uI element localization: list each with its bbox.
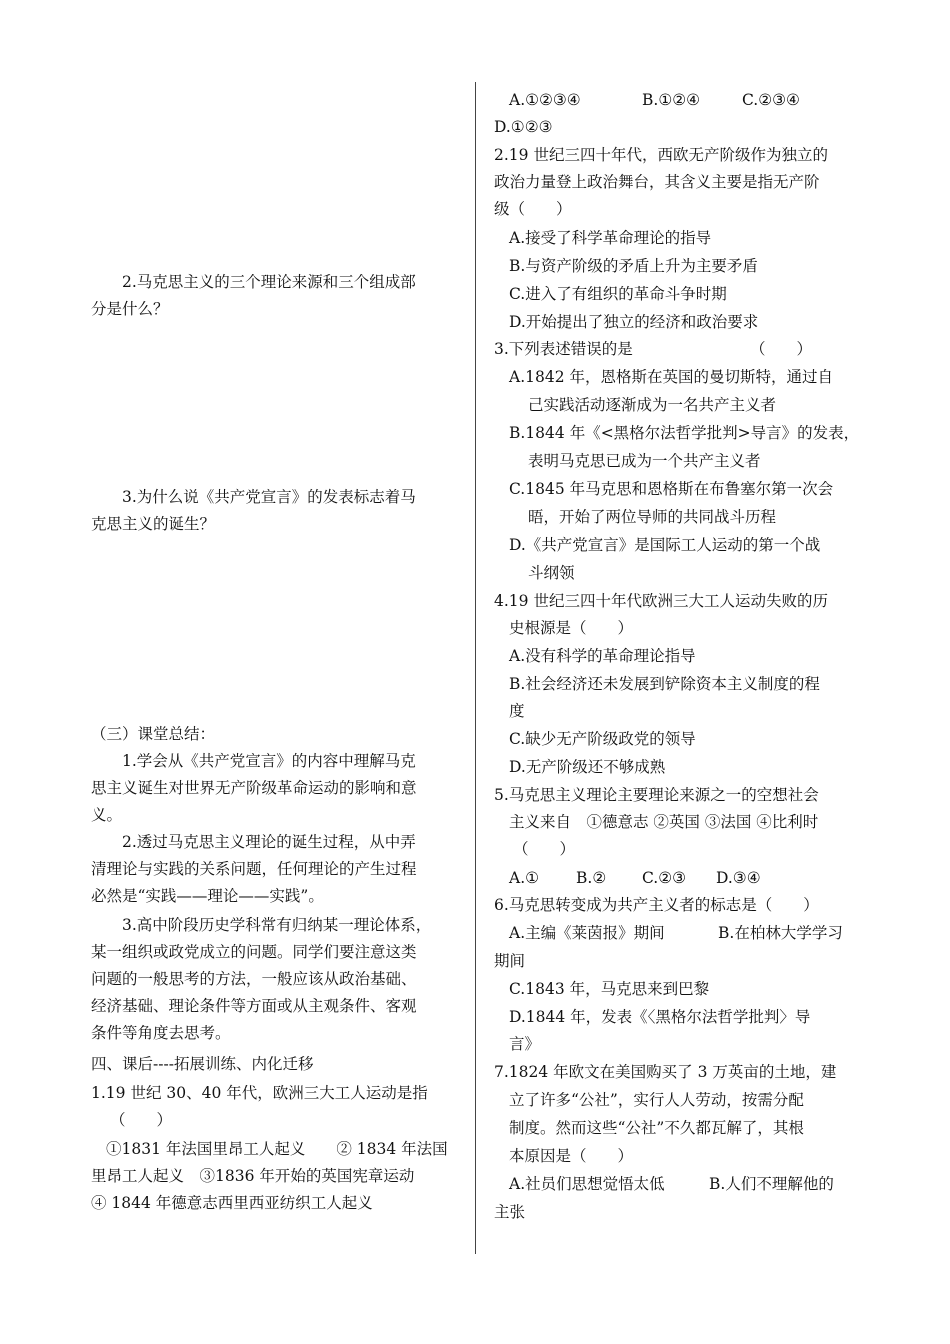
exercise-3-option-b-line-1: B.1844 年《<黑格尔法哲学批判>导言》的发表， [509, 424, 860, 442]
summary-3-line-3: 问题的一般思考的方法，一般应该从政治基础、 [91, 970, 417, 988]
exercise-6-option-b-line-2: 期间 [494, 952, 526, 970]
exercise-2-option-d: D.开始提出了独立的经济和政治要求 [509, 313, 759, 331]
exercise-1-line-1: 1.19 世纪 30、40 年代，欧洲三大工人运动是指 [91, 1084, 428, 1102]
exercise-7-line-4: 本原因是（ ） [509, 1147, 634, 1165]
exercise-6-option-c: C.1843 年，马克思来到巴黎 [509, 980, 710, 998]
exercise-7-option-b-line-1: B.人们不理解他的 [709, 1175, 834, 1193]
exercise-4-option-b-line-2: 度 [509, 702, 525, 720]
exercise-4-option-d: D.无产阶级还不够成熟 [509, 758, 666, 776]
exercise-6-option-b-line-1: B.在柏林大学学习 [718, 924, 843, 942]
exercise-6-line-1: 6.马克思转变成为共产主义者的标志是（ ） [494, 896, 819, 914]
exercise-5-option-d: D.③④ [716, 869, 761, 887]
exercise-2-option-a: A.接受了科学革命理论的指导 [509, 229, 712, 247]
question-2-line-2: 分是什么？ [91, 300, 169, 318]
summary-1-line-1: 1.学会从《共产党宣言》的内容中理解马克 [122, 752, 416, 770]
summary-1-line-2: 思主义诞生对世界无产阶级革命运动的影响和意 [91, 779, 417, 797]
summary-3-line-4: 经济基础、理论条件等方面或从主观条件、客观 [91, 997, 417, 1015]
summary-1-line-3: 义。 [91, 806, 123, 824]
exercise-6-option-d-line-2: 言》 [509, 1035, 541, 1053]
exercise-7-line-2: 立了许多“公社”，实行人人劳动，按需分配 [509, 1091, 804, 1109]
exercise-3-option-a-line-1: A.1842 年，恩格斯在英国的曼切斯特，通过自 [509, 368, 833, 386]
exercise-2-option-c: C.进入了有组织的革命斗争时期 [509, 285, 727, 303]
exercise-4-option-b-line-1: B.社会经济还未发展到铲除资本主义制度的程 [509, 675, 820, 693]
exercise-3-option-d-line-2: 斗纲领 [528, 564, 575, 582]
exercise-3-line-1: 3.下列表述错误的是 [494, 340, 633, 358]
exercise-4-line-2: 史根源是（ ） [509, 619, 634, 637]
exercise-5-option-a: A.① [509, 869, 540, 887]
exercise-4-option-c: C.缺少无产阶级政党的领导 [509, 730, 696, 748]
exercise-3-option-b-line-2: 表明马克思已成为一个共产主义者 [528, 452, 761, 470]
exercise-1-line-4: 里昂工人起义 ③1836 年开始的英国宪章运动 [91, 1167, 415, 1185]
exercise-7-option-a: A.社员们思想觉悟太低 [509, 1175, 665, 1193]
exercise-3-option-c-line-1: C.1845 年马克思和恩格斯在布鲁塞尔第一次会 [509, 480, 834, 498]
exercise-4-line-1: 4.19 世纪三四十年代欧洲三大工人运动失败的历 [494, 592, 828, 610]
summary-3-line-2: 某一组织或政党成立的问题。同学们要注意这类 [91, 943, 417, 961]
summary-2-line-2: 清理论与实践的关系问题，任何理论的产生过程 [91, 860, 417, 878]
exercise-5-answer-blank: （ ） [513, 840, 576, 858]
column-divider [475, 82, 476, 1254]
exercise-1-answer-blank: （ ） [110, 1111, 173, 1129]
summary-2-line-3: 必然是“实践——理论——实践”。 [91, 887, 324, 905]
exercise-5-option-b: B.② [576, 869, 607, 887]
exercise-2-option-b: B.与资产阶级的矛盾上升为主要矛盾 [509, 257, 758, 275]
summary-3-line-1: 3.高中阶段历史学科常有归纳某一理论体系， [122, 916, 432, 934]
exercise-3-option-a-line-2: 己实践活动逐渐成为一名共产主义者 [528, 396, 777, 414]
exercise-2-line-3: 级（ ） [494, 200, 572, 218]
exercise-2-line-2: 政治力量登上政治舞台，其含义主要是指无产阶 [494, 173, 820, 191]
exercise-1-option-d: D.①②③ [494, 118, 553, 136]
exercise-1-line-3: ①1831 年法国里昂工人起义 ② 1834 年法国 [106, 1140, 448, 1158]
exercise-5-line-2: 主义来自 ①德意志 ②英国 ③法国 ④比利时 [509, 813, 819, 831]
exercise-1-option-b: B.①②④ [642, 91, 701, 109]
exercise-1-line-5: ④ 1844 年德意志西里西亚纺织工人起义 [91, 1194, 373, 1212]
summary-3-line-5: 条件等角度去思考。 [91, 1024, 231, 1042]
exercise-7-line-3: 制度。然而这些“公社”不久都瓦解了，其根 [509, 1119, 804, 1137]
question-3-line-1: 3.为什么说《共产党宣言》的发表标志着马 [122, 488, 416, 506]
question-2-line-1: 2.马克思主义的三个理论来源和三个组成部 [122, 273, 416, 291]
question-3-line-2: 克思主义的诞生？ [91, 515, 216, 533]
exercise-4-option-a: A.没有科学的革命理论指导 [509, 647, 696, 665]
section-4-heading: 四、课后----拓展训练、内化迁移 [91, 1055, 314, 1073]
exercise-5-option-c: C.②③ [642, 869, 687, 887]
exercise-3-option-c-line-2: 晤，开始了两位导师的共同战斗历程 [528, 508, 777, 526]
exercise-5-line-1: 5.马克思主义理论主要理论来源之一的空想社会 [494, 786, 819, 804]
summary-2-line-1: 2.透过马克思主义理论的诞生过程，从中弄 [122, 833, 416, 851]
exercise-3-option-d-line-1: D.《共产党宣言》是国际工人运动的第一个战 [509, 536, 821, 554]
exercise-7-line-1: 7.1824 年欧文在美国购买了 3 万英亩的土地，建 [494, 1063, 837, 1081]
exercise-6-option-a: A.主编《莱茵报》期间 [509, 924, 665, 942]
exercise-6-option-d-line-1: D.1844 年，发表《〈黑格尔法哲学批判〉导 [509, 1008, 811, 1026]
exercise-3-answer-blank: （ ） [750, 340, 813, 358]
exercise-1-option-a: A.①②③④ [509, 91, 581, 109]
exercise-1-option-c: C.②③④ [742, 91, 800, 109]
exercise-7-option-b-line-2: 主张 [494, 1203, 526, 1221]
exercise-2-line-1: 2.19 世纪三四十年代，西欧无产阶级作为独立的 [494, 146, 828, 164]
summary-heading: （三）课堂总结： [91, 725, 216, 743]
